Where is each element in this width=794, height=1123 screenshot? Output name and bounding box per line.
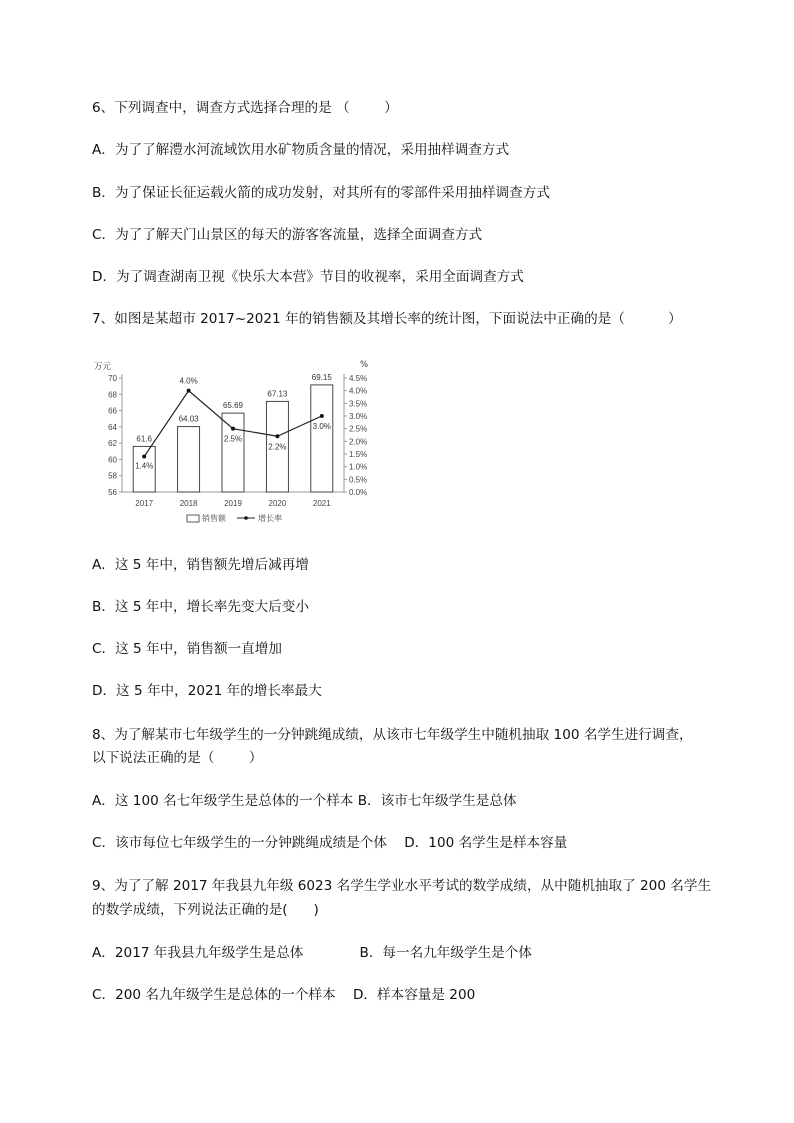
q9-options-row2: C．200 名九年级学生是总体的一个样本 D．样本容量是 200 [92,987,476,1003]
x-tick-label: 2019 [224,499,242,508]
q6-stem: 6、下列调查中，调查方式选择合理的是 （ ） [92,100,398,116]
right-axis-unit: % [360,360,369,370]
q8-options-row1: A．这 100 名七年级学生是总体的一个样本 B．该市七年级学生是总体 [92,793,517,809]
q8-stem-line2: 以下说法正确的是（ ） [92,750,263,766]
q7-option-b: B．这 5 年中，增长率先变大后变小 [92,599,309,615]
growth-rate-label: 2.5% [223,434,243,444]
right-tick-label: 0.0% [349,488,368,497]
q7-option-c: C．这 5 年中，销售额一直增加 [92,641,282,657]
left-tick-label: 64 [108,422,117,432]
growth-rate-point [275,434,279,438]
right-tick-label: 4.0% [349,386,368,396]
growth-rate-point [187,389,191,393]
bar [311,385,333,492]
right-tick-label: 2.0% [349,437,368,447]
growth-rate-label: 3.0% [312,422,331,431]
legend-bar-label: 销售额 [202,514,226,523]
q7-stem: 7、如图是某超市 2017~2021 年的销售额及其增长率的统计图，下面说法中正确的是（ ） [92,311,682,327]
q8-options-row2: C．该市每位七年级学生的一分钟跳绳成绩是个体 D．100 名学生是样本容量 [92,835,568,851]
q7-option-a: A．这 5 年中，销售额先增后减再增 [92,557,309,573]
legend-bar-swatch [187,515,199,522]
left-tick-label: 60 [108,455,117,465]
q6-option-c: C．为了了解天门山景区的每天的游客客流量，选择全面调查方式 [92,227,483,243]
legend-line-label: 增长率 [258,514,282,523]
chart-svg [92,354,382,534]
bar-value-label: 61.6 [136,434,152,444]
bar-value-label: 69.15 [311,372,332,382]
left-axis-unit: 万元 [94,362,112,372]
growth-rate-point [231,427,235,431]
right-tick-label: 1.5% [349,450,368,459]
q6-option-d: D．为了调查湖南卫视《快乐大本营》节目的收视率，采用全面调查方式 [92,269,524,285]
bar-value-label: 67.13 [267,389,288,399]
growth-rate-point [320,414,324,418]
q9-stem-line2: 的数学成绩，下列说法正确的是( ) [92,902,319,918]
left-tick-label: 70 [108,374,117,383]
bar-value-label: 65.69 [222,401,244,411]
q6-option-b: B．为了保证长征运载火箭的成功发射，对其所有的零部件采用抽样调查方式 [92,185,550,201]
sales-growth-chart [92,354,382,534]
bar-value-label: 64.03 [178,414,199,424]
q9-stem-line1: 9、为了了解 2017 年我县九年级 6023 名学生学业水平考试的数学成绩，从中随机抽取了 200 名学生 [92,878,712,894]
bar [222,413,244,492]
bar [178,427,200,492]
left-tick-label: 62 [108,439,117,449]
x-tick-label: 2018 [179,499,198,508]
x-tick-label: 2017 [135,499,154,508]
left-tick-label: 66 [108,406,117,416]
right-tick-label: 4.5% [349,374,368,383]
right-tick-label: 1.0% [349,462,368,472]
left-tick-label: 68 [108,390,117,400]
growth-rate-label: 1.4% [135,461,154,471]
q8-stem-line1: 8、为了解某市七年级学生的一分钟跳绳成绩，从该市七年级学生中随机抽取 100 名学生进行调查， [92,727,693,743]
left-tick-label: 58 [108,471,117,481]
x-tick-label: 2020 [268,499,287,508]
growth-rate-label: 4.0% [179,376,198,386]
right-tick-label: 0.5% [349,475,368,485]
x-tick-label: 2021 [312,499,331,508]
left-tick-label: 56 [108,488,117,497]
right-tick-label: 3.5% [349,399,368,409]
right-tick-label: 2.5% [349,424,368,434]
growth-rate-label: 2.2% [268,442,287,452]
right-tick-label: 3.0% [349,412,368,421]
legend-line-marker [244,516,248,520]
q9-options-row1: A．2017 年我县九年级学生是总体 B．每一名九年级学生是个体 [92,945,532,961]
growth-rate-point [142,455,146,459]
q7-option-d: D．这 5 年中，2021 年的增长率最大 [92,683,322,699]
q6-option-a: A．为了了解澧水河流域饮用水矿物质含量的情况，采用抽样调查方式 [92,142,510,158]
